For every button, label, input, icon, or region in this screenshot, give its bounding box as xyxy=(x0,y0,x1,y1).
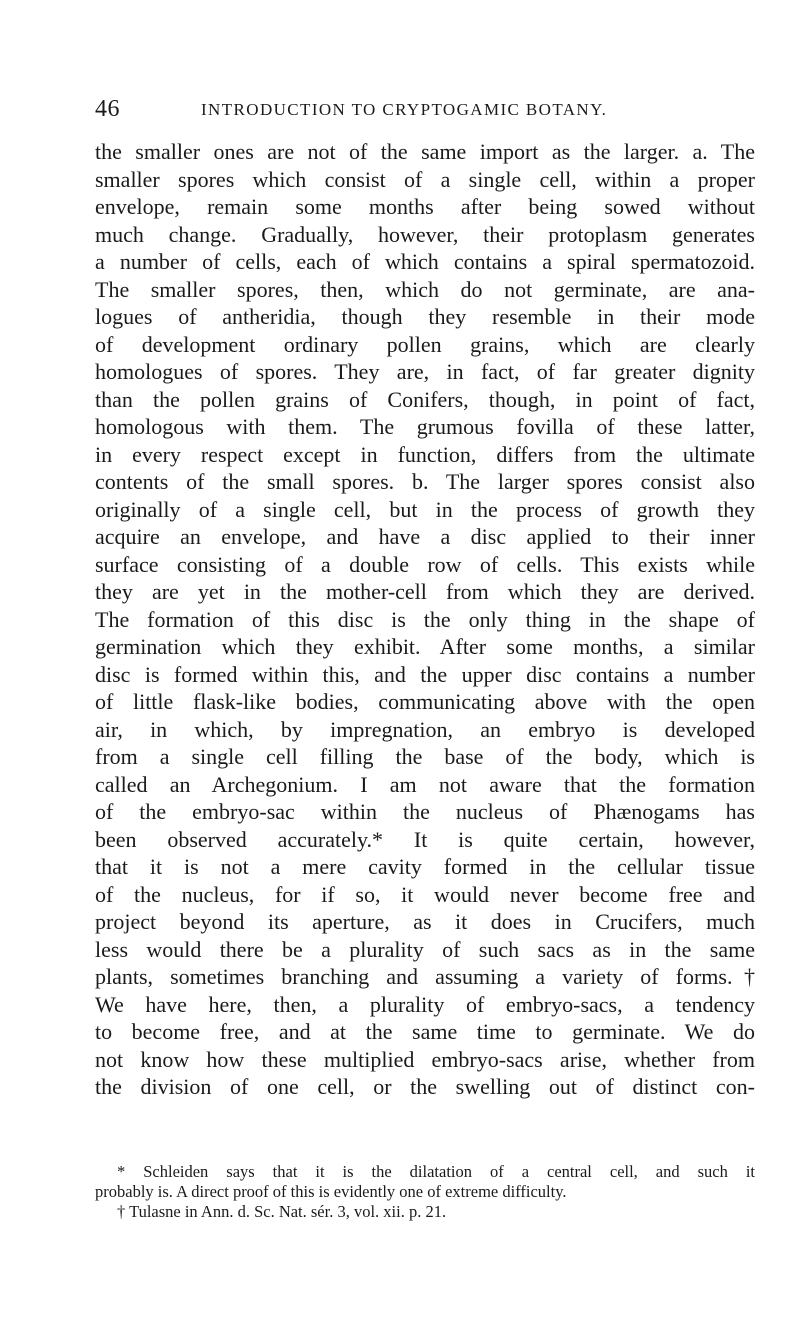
text-line: air, in which, by impregnation, an embryo is developed xyxy=(95,716,755,742)
text-line: the division of one cell, or the swelling out of distinct con- xyxy=(95,1074,755,1099)
text-line: homologues of spores. They are, in fact, of far greater dignity xyxy=(95,359,755,384)
body-text xyxy=(95,138,755,1101)
footnote-line: * Schleiden says that it is the dilatation of a central cell, and such it xyxy=(117,1162,755,1181)
text-line: project beyond its aperture, as it does in Crucifers, much xyxy=(95,909,755,934)
page-header xyxy=(95,96,735,126)
text-line: germination which they exhibit. After some months, a similar xyxy=(95,634,755,659)
text-line: contents of the small spores. b. The larger spores consist also xyxy=(95,469,755,494)
text-line: surface consisting of a double row of cells. This exists while xyxy=(95,551,755,577)
text-line: much change. Gradually, however, their protoplasm generates xyxy=(95,221,755,247)
text-line: of the embryo-sac within the nucleus of Phænogams has xyxy=(95,799,755,824)
text-line: smaller spores which consist of a single cell, within a proper xyxy=(95,166,755,192)
text-line: in every respect except in function, differs from the ultimate xyxy=(95,441,755,467)
text-line: The formation of this disc is the only thing in the shape of xyxy=(95,606,755,632)
page-number: 46 xyxy=(95,96,120,122)
text-line: acquire an envelope, and have a disc applied to their inner xyxy=(95,524,755,549)
footnote-line: probably is. A direct proof of this is evidently one of extreme difficulty. xyxy=(95,1182,567,1201)
text-line: originally of a single cell, but in the process of growth they xyxy=(95,496,755,522)
text-line: been observed accurately.* It is quite certain, however, xyxy=(95,826,755,852)
text-line: they are yet in the mother-cell from which they are derived. xyxy=(95,579,755,604)
text-line: logues of antheridia, though they resemble in their mode xyxy=(95,304,755,329)
text-line: a number of cells, each of which contains a spiral spermatozoid. xyxy=(95,249,755,274)
running-head: INTRODUCTION TO CRYPTOGAMIC BOTANY. xyxy=(201,100,608,119)
text-line: The smaller spores, then, which do not germinate, are ana- xyxy=(95,276,755,302)
footnote-line: † Tulasne in Ann. d. Sc. Nat. sér. 3, vol. xii. p. 21. xyxy=(117,1202,447,1221)
text-line: envelope, remain some months after being sowed without xyxy=(95,194,755,219)
text-line: plants, sometimes branching and assuming a variety of forms.† xyxy=(95,964,755,989)
text-line: not know how these multiplied embryo-sacs arise, whether from xyxy=(95,1046,755,1072)
text-line: We have here, then, a plurality of embryo-sacs, a tendency xyxy=(95,991,755,1017)
footnotes xyxy=(95,1162,755,1222)
text-line: called an Archegonium. I am not aware that the formation xyxy=(95,771,755,797)
text-line: from a single cell filling the base of the body, which is xyxy=(95,744,755,769)
text-line: less would there be a plurality of such sacs as in the same xyxy=(95,936,755,962)
text-line: than the pollen grains of Conifers, though, in point of fact, xyxy=(95,386,755,412)
text-line: to become free, and at the same time to germinate. We do xyxy=(95,1019,755,1044)
text-line: the smaller ones are not of the same import as the larger. a. The xyxy=(95,139,755,164)
text-line: that it is not a mere cavity formed in the cellular tissue xyxy=(95,854,755,879)
text-line: of little flask-like bodies, communicating above with the open xyxy=(95,689,755,714)
text-line: disc is formed within this, and the upper disc contains a number xyxy=(95,661,755,687)
text-line: of development ordinary pollen grains, which are clearly xyxy=(95,331,755,357)
text-line: of the nucleus, for if so, it would never become free and xyxy=(95,881,755,907)
text-line: homologous with them. The grumous fovilla of these latter, xyxy=(95,414,755,439)
